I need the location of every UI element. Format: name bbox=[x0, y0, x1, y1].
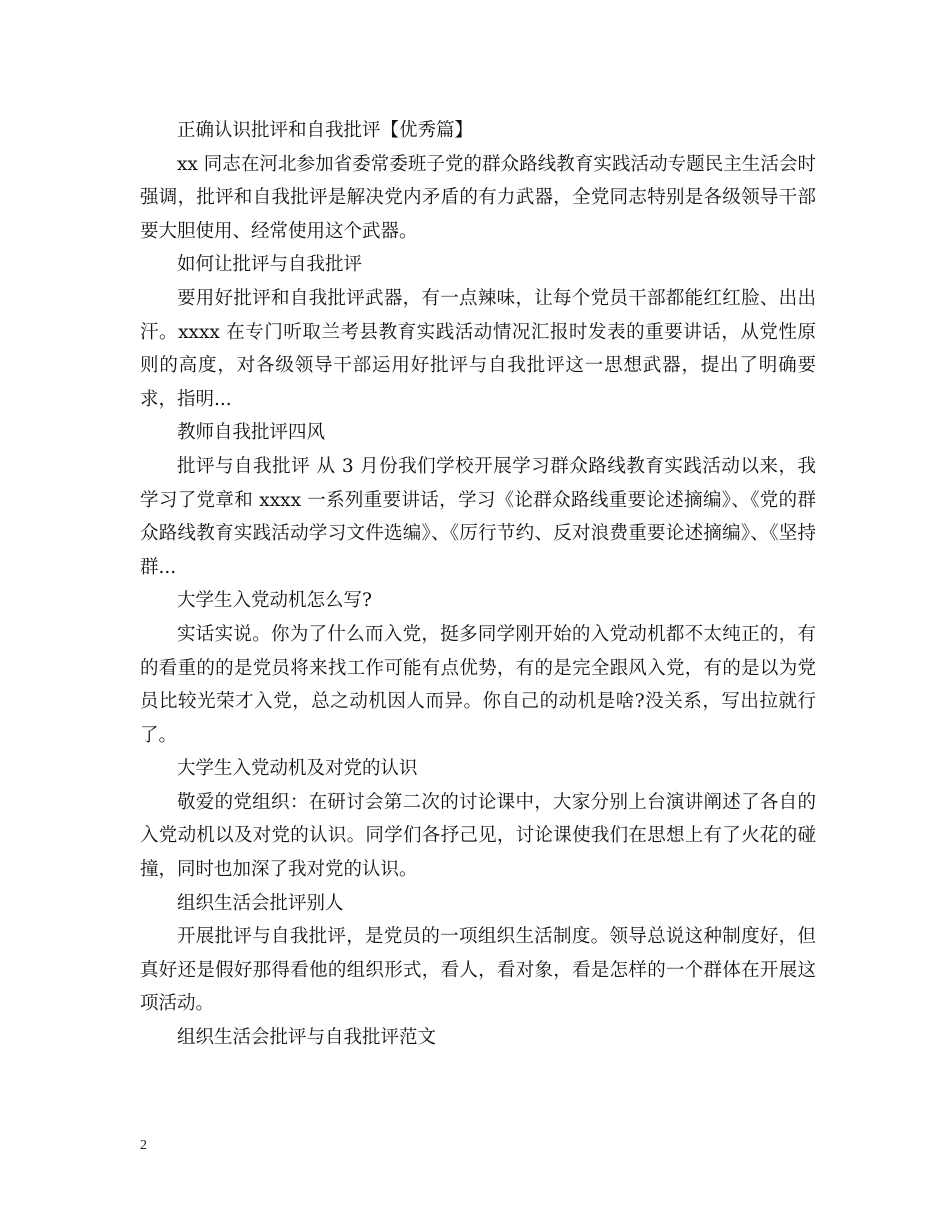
section-heading: 组织生活会批评别人 bbox=[177, 892, 344, 914]
paragraph: 要用好批评和自我批评武器，有一点辣味，让每个党员干部都能红红脸、出出汗。xxxx 在专门听取兰考县教育实践活动情况汇报时发表的重要讲话，从党性原则的高度，对各级领导干部运用好批评与自我批评这一思想武器，提出了明确要求，指明... bbox=[140, 287, 816, 410]
section-heading: 如何让批评与自我批评 bbox=[177, 254, 363, 276]
section-heading: 大学生入党动机及对党的认识 bbox=[177, 758, 418, 780]
paragraph: 实话实说。你为了什么而入党，挺多同学刚开始的入党动机都不太纯正的，有的看重的的是党员将来找工作可能有点优势，有的是完全跟风入党，有的是以为党员比较光荣才入党，总之动机因人而异。你自己的动机是啥?没关系，写出拉就行了。 bbox=[140, 623, 816, 746]
section-heading: 大学生入党动机怎么写? bbox=[177, 590, 372, 612]
section-heading: 正确认识批评和自我批评【优秀篇】 bbox=[177, 120, 474, 141]
page-number: 2 bbox=[140, 1138, 147, 1153]
section-heading: 组织生活会批评与自我批评范文 bbox=[177, 1027, 437, 1049]
paragraph: 敬爱的党组织：在研讨会第二次的讨论课中，大家分别上台演讲阐述了各自的入党动机以及对党的认识。同学们各抒己见，讨论课使我们在思想上有了火花的碰撞，同时也加深了我对党的认识。 bbox=[140, 791, 816, 881]
document-body bbox=[140, 114, 816, 1055]
paragraph: 开展批评与自我批评，是党员的一项组织生活制度。领导总说这种制度好，但真好还是假好那得看他的组织形式，看人，看对象，看是怎样的一个群体在开展这项活动。 bbox=[140, 926, 816, 1015]
section-heading: 教师自我批评四风 bbox=[177, 422, 326, 444]
paragraph: 批评与自我批评 从 3 月份我们学校开展学习群众路线教育实践活动以来，我学习了党章和 xxxx 一系列重要讲话，学习《论群众路线重要论述摘编》、《党的群众路线教育实践活动学习文件选编》、《厉行节约、反对浪费重要论述摘编》、《坚持群... bbox=[140, 455, 816, 578]
paragraph: xx 同志在河北参加省委常委班子党的群众路线教育实践活动专题民主生活会时强调，批评和自我批评是解决党内矛盾的有力武器，全党同志特别是各级领导干部要大胆使用、经常使用这个武器。 bbox=[140, 153, 816, 242]
